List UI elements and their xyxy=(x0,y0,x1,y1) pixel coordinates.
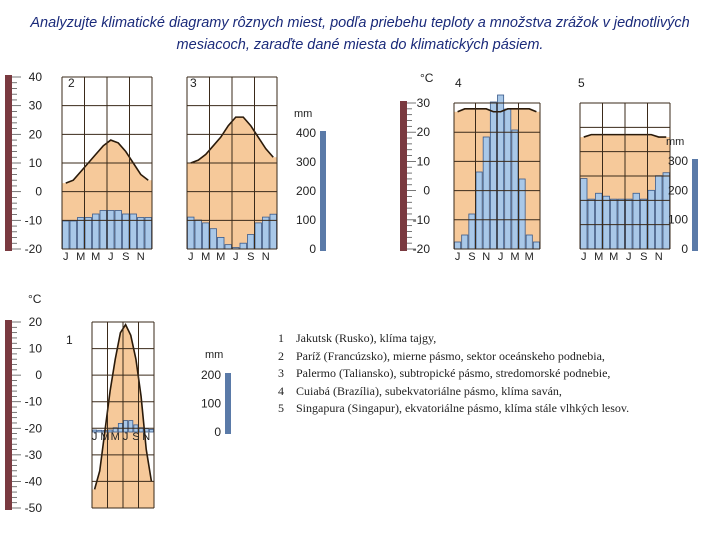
precipitation-ruler xyxy=(692,159,698,251)
precipitation-bar xyxy=(145,218,152,250)
legend-text: Jakutsk (Rusko), klíma tajgy, xyxy=(296,331,437,345)
month-tick-label: S xyxy=(247,251,255,263)
precipitation-bar xyxy=(100,211,107,250)
precipitation-bar xyxy=(476,172,482,249)
precipitation-bar xyxy=(505,109,511,249)
month-tick-label: J xyxy=(108,251,114,263)
month-tick-label: J xyxy=(454,251,461,263)
month-tick-label: S xyxy=(132,431,140,443)
month-tick-label: S xyxy=(640,251,648,263)
precipitation-ruler xyxy=(225,373,231,434)
temperature-tick-label: -30 xyxy=(24,447,42,462)
month-tick-label: J xyxy=(497,251,504,263)
month-tick-label: M xyxy=(100,431,110,443)
precipitation-bar xyxy=(588,199,595,249)
chart-label: 1 xyxy=(66,333,73,347)
month-tick-label: J xyxy=(63,251,69,263)
month-tick-label: S xyxy=(468,251,476,263)
month-tick-label: N xyxy=(136,251,145,263)
month-tick-label: M xyxy=(110,431,120,443)
precipitation-bar xyxy=(188,217,195,249)
temperature-tick-label: 10 xyxy=(28,156,42,170)
precipitation-bar xyxy=(603,196,610,249)
precipitation-bar xyxy=(115,211,122,250)
temperature-unit: °C xyxy=(28,292,42,306)
month-tick-label: J xyxy=(91,431,98,443)
precipitation-bar xyxy=(641,199,648,249)
precipitation-bar xyxy=(210,229,217,249)
precipitation-bar xyxy=(462,235,468,249)
month-tick-label: M xyxy=(594,251,604,263)
legend-text: Singapura (Singapur), ekvatoriálne pásmo, klíma stále vlhkých lesov. xyxy=(296,401,630,415)
precipitation-bar xyxy=(596,193,603,249)
precipitation-tick-label: 400 xyxy=(295,126,316,140)
month-tick-label: M xyxy=(91,251,101,263)
month-tick-label: M xyxy=(510,251,520,263)
month-tick-label: J xyxy=(581,251,587,263)
temperature-tick-label: 40 xyxy=(28,70,42,84)
precipitation-bar xyxy=(656,176,663,249)
month-tick-label: S xyxy=(122,251,130,263)
month-tick-label: J xyxy=(626,251,632,263)
temperature-tick-label: -10 xyxy=(412,212,430,227)
month-tick-label: J xyxy=(188,251,194,263)
temperature-tick-label: 30 xyxy=(416,96,430,110)
precipitation-tick-label: 0 xyxy=(214,425,221,439)
month-tick-label: M xyxy=(609,251,619,263)
precipitation-bar xyxy=(519,179,525,249)
precipitation-bar xyxy=(108,211,115,250)
legend-item xyxy=(278,383,629,401)
precipitation-bar xyxy=(483,137,489,249)
precipitation-bar xyxy=(626,199,633,249)
precipitation-unit: mm xyxy=(205,349,224,361)
month-tick-label: J xyxy=(122,431,129,443)
temperature-tick-label: 20 xyxy=(28,315,42,329)
precipitation-bar xyxy=(195,220,202,249)
precipitation-tick-label: 200 xyxy=(295,184,316,198)
legend xyxy=(278,330,629,418)
precipitation-bar xyxy=(469,214,475,249)
precipitation-bar xyxy=(255,223,262,249)
temperature-tick-label: 0 xyxy=(35,368,42,383)
temperature-tick-label: -10 xyxy=(24,394,42,409)
chart-label: 5 xyxy=(578,76,585,90)
temperature-tick-label: 10 xyxy=(416,154,430,169)
precipitation-bar xyxy=(138,218,145,250)
legend-number: 5 xyxy=(278,401,284,415)
precipitation-bar xyxy=(130,214,137,249)
precipitation-bar xyxy=(218,237,225,249)
month-tick-label: M xyxy=(201,251,211,263)
precipitation-tick-label: 0 xyxy=(681,242,688,256)
precipitation-bar xyxy=(78,218,85,250)
month-tick-label: N xyxy=(482,251,491,263)
precipitation-bar xyxy=(70,221,77,249)
precipitation-tick-label: 200 xyxy=(667,183,688,198)
temperature-ruler xyxy=(5,320,12,510)
precipitation-tick-label: 200 xyxy=(200,368,221,382)
legend-number: 1 xyxy=(278,331,284,345)
precipitation-tick-label: 300 xyxy=(295,155,316,169)
precipitation-bar xyxy=(611,199,618,249)
precipitation-bar xyxy=(270,214,277,249)
precipitation-bar xyxy=(240,243,247,249)
precipitation-tick-label: 100 xyxy=(295,213,316,227)
precipitation-unit: mm xyxy=(666,136,685,148)
page-title: Analyzujte klimatické diagramy rôznych miest, podľa priebehu teploty a množstva zrážok v jednotlivých mesiacoch, zaraďte dané miesta do klimatických pásiem. xyxy=(30,15,690,53)
temperature-tick-label: -20 xyxy=(24,421,42,436)
precipitation-bar xyxy=(123,214,130,249)
precipitation-tick-label: 100 xyxy=(667,212,688,227)
legend-number: 3 xyxy=(278,366,284,380)
precipitation-bar xyxy=(581,179,588,249)
temperature-tick-label: 20 xyxy=(28,127,42,142)
legend-text: Palermo (Taliansko), subtropické pásmo, stredomorské podnebie, xyxy=(296,366,611,380)
month-tick-label: J xyxy=(233,251,239,263)
precipitation-bar xyxy=(93,214,100,249)
precipitation-bar xyxy=(498,95,504,249)
chart-label: 2 xyxy=(68,76,75,90)
legend-item xyxy=(278,400,629,418)
precipitation-bar xyxy=(490,102,496,249)
month-tick-label: N xyxy=(261,251,270,263)
month-tick-label: N xyxy=(142,431,151,443)
precipitation-bar xyxy=(63,221,70,249)
chart-label: 4 xyxy=(455,76,462,90)
temperature-ruler xyxy=(5,75,12,251)
temperature-tick-label: 10 xyxy=(28,341,42,356)
month-tick-label: M xyxy=(216,251,226,263)
temperature-tick-label: -20 xyxy=(412,242,430,256)
temperature-tick-label: 30 xyxy=(28,98,42,113)
precipitation-bar xyxy=(85,218,92,250)
temperature-ruler xyxy=(400,101,407,251)
precipitation-bar xyxy=(248,235,255,250)
precipitation-tick-label: 0 xyxy=(309,242,316,256)
temperature-tick-label: -40 xyxy=(24,474,42,489)
temperature-tick-label: -10 xyxy=(24,213,42,228)
month-tick-label: N xyxy=(654,251,663,263)
legend-item xyxy=(278,330,629,348)
precipitation-bar xyxy=(455,242,461,249)
temperature-tick-label: 0 xyxy=(423,183,430,198)
precipitation-bar xyxy=(648,190,655,249)
temperature-tick-label: -20 xyxy=(24,242,42,256)
month-tick-label: M xyxy=(524,251,534,263)
precipitation-bar xyxy=(203,223,210,249)
precipitation-bar xyxy=(526,235,532,249)
legend-item xyxy=(278,348,629,366)
precipitation-bar xyxy=(512,130,518,249)
precipitation-unit: mm xyxy=(294,108,313,120)
legend-item xyxy=(278,365,629,383)
temperature-tick-label: -50 xyxy=(24,501,42,515)
precipitation-tick-label: 300 xyxy=(667,154,688,168)
legend-text: Cuiabá (Brazília), subekvatoriálne pásmo, klíma saván, xyxy=(296,383,562,398)
precipitation-bar xyxy=(533,242,539,249)
legend-number: 4 xyxy=(278,383,284,398)
chart-label: 3 xyxy=(190,76,197,90)
precipitation-ruler xyxy=(320,131,326,251)
precipitation-bar xyxy=(225,245,232,249)
month-tick-label: M xyxy=(76,251,86,263)
precipitation-bar xyxy=(618,199,625,249)
temperature-tick-label: 0 xyxy=(35,184,42,199)
temperature-unit: °C xyxy=(420,71,434,85)
legend-text: Paríž (Francúzsko), mierne pásmo, sektor oceánskeho podnebia, xyxy=(296,348,605,363)
precipitation-tick-label: 100 xyxy=(200,396,221,411)
legend-number: 2 xyxy=(278,348,284,363)
temperature-tick-label: 20 xyxy=(416,125,430,140)
precipitation-bar xyxy=(633,193,640,249)
precipitation-bar xyxy=(263,217,270,249)
